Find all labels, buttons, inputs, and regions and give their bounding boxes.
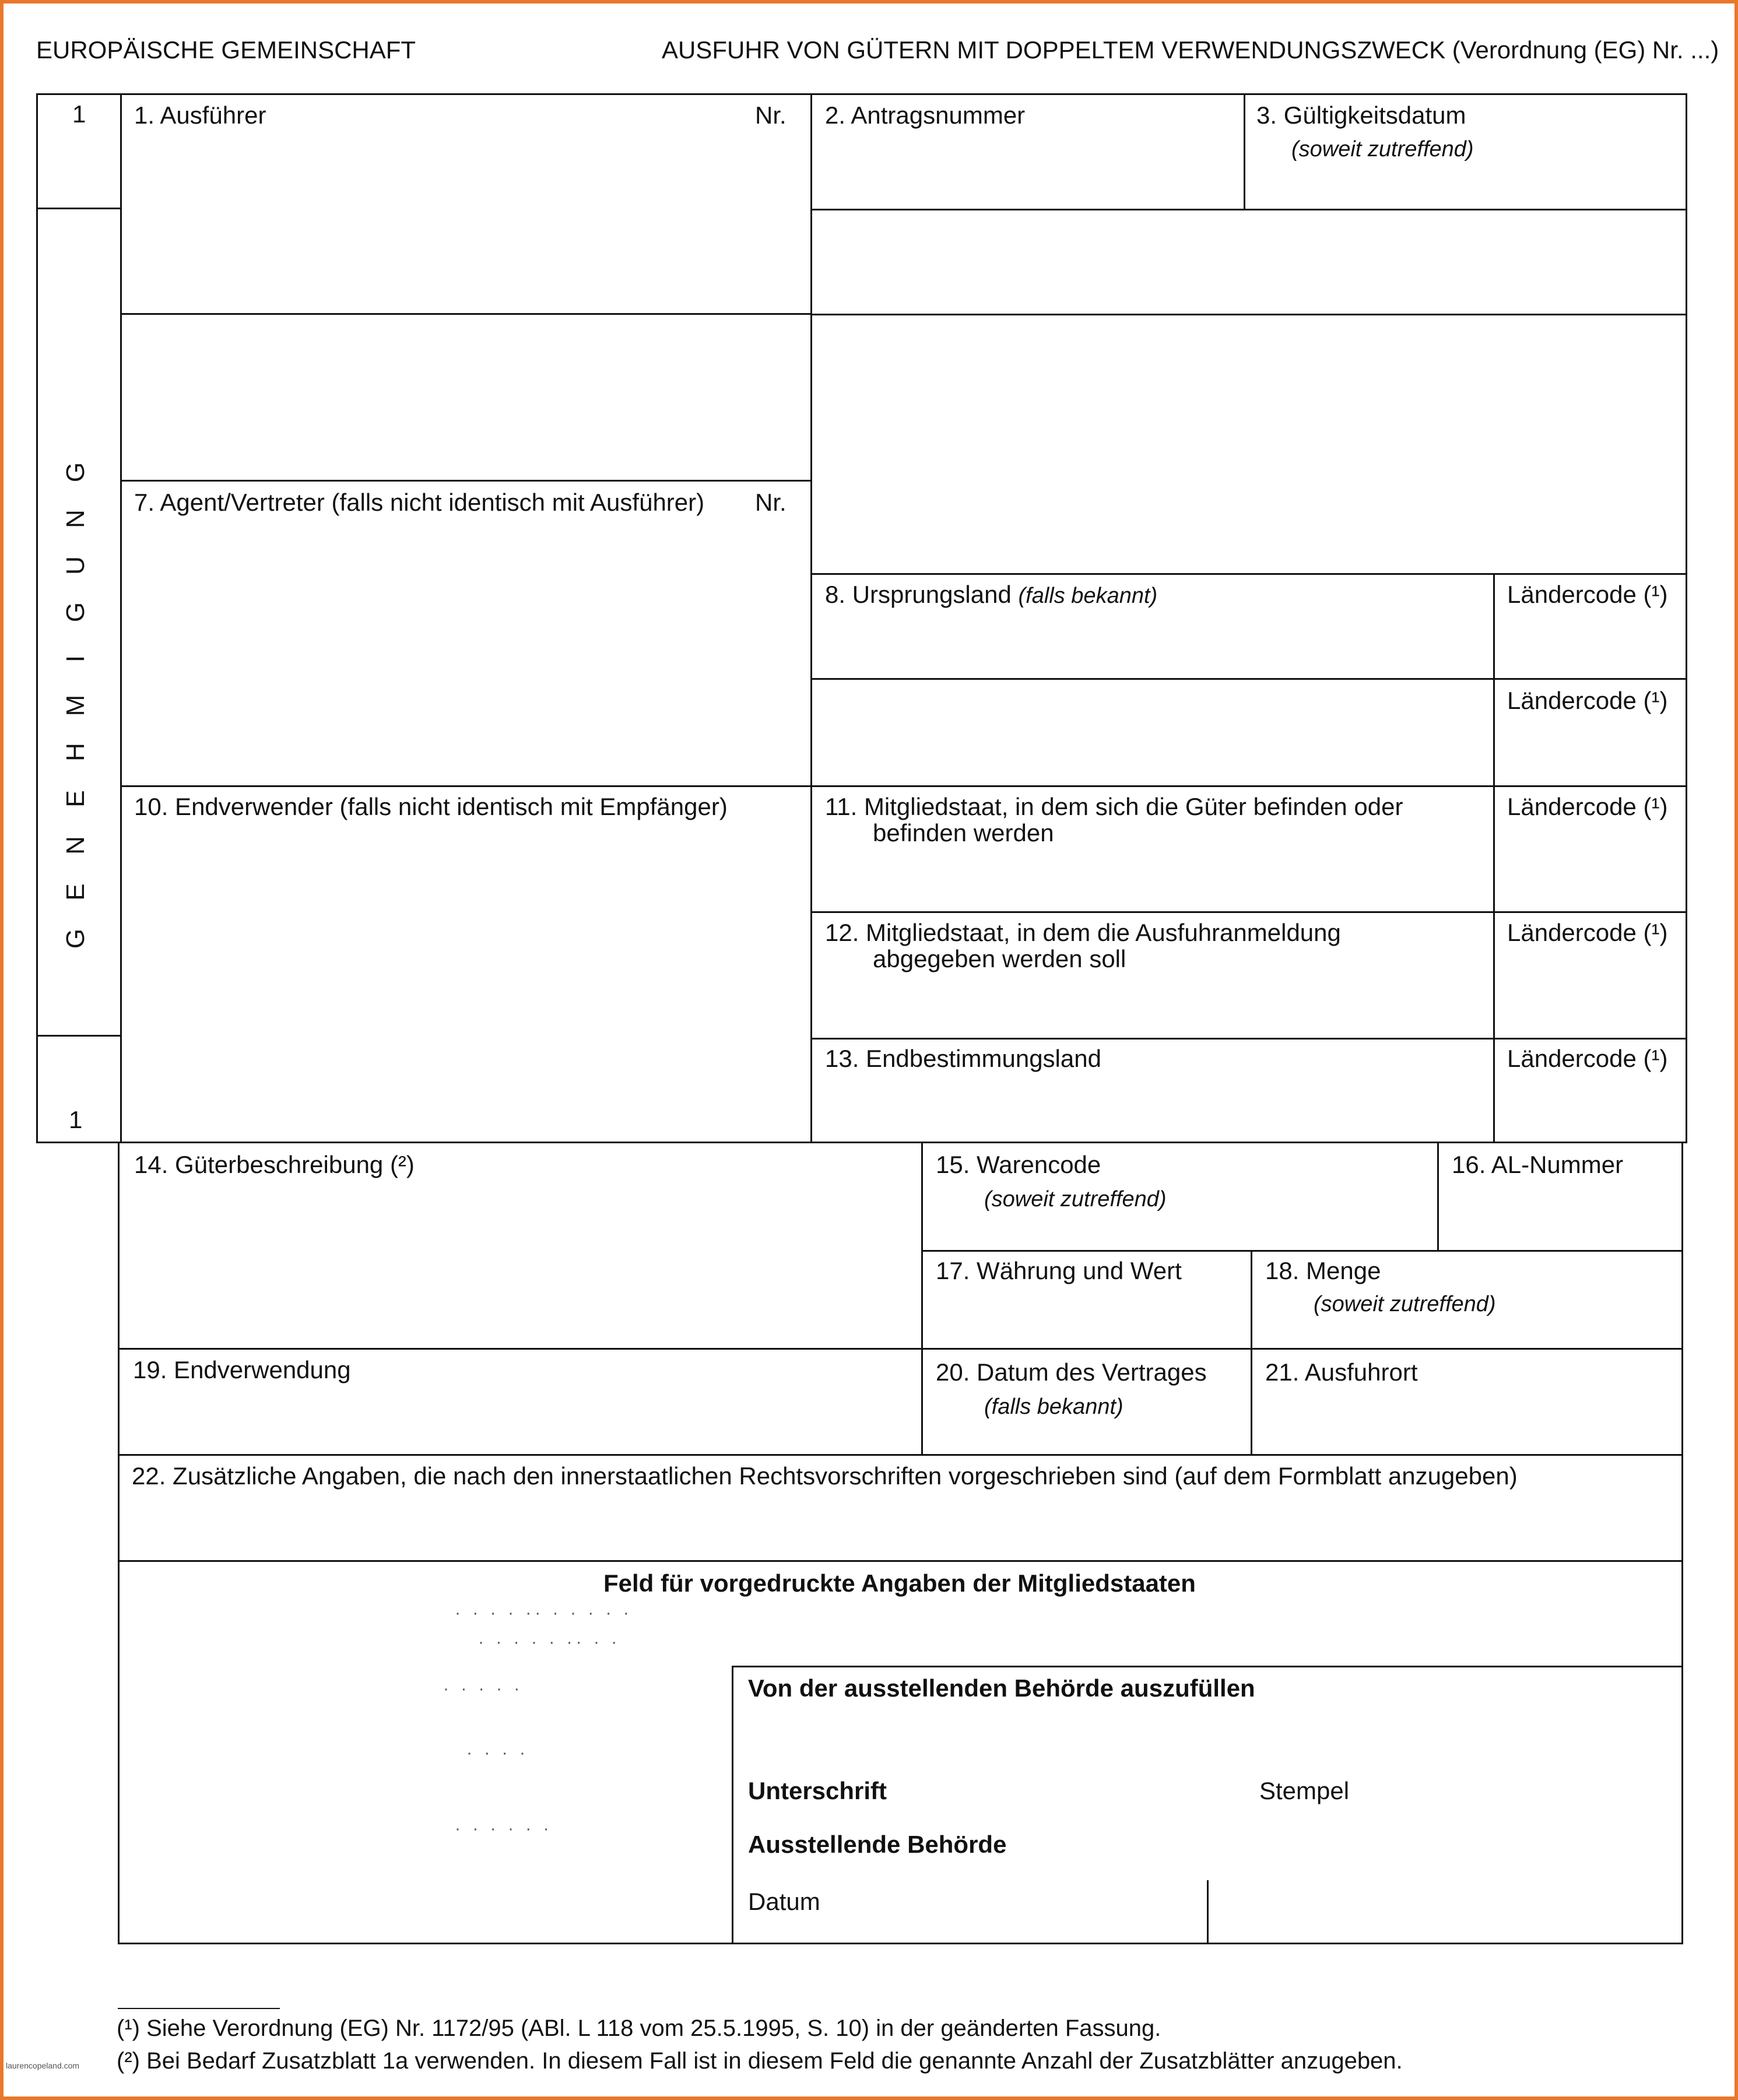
scan-noise: · · · · [466, 1743, 529, 1762]
field-2-label: 2. Antragsnummer [825, 101, 1026, 129]
field-14-label: 14. Güterbeschreibung (²) [134, 1151, 415, 1178]
rule [810, 209, 1687, 210]
rule [1493, 573, 1495, 1143]
field-1-label: 1. Ausführer [134, 101, 266, 129]
field-12-line2: abgegeben werden soll [873, 945, 1126, 972]
laendercode-12: Ländercode (¹) [1507, 919, 1668, 946]
stamp-label: Stempel [1259, 1777, 1350, 1804]
laendercode-9: Ländercode (¹) [1507, 687, 1668, 714]
rule [36, 1142, 1687, 1143]
laendercode-13: Ländercode (¹) [1507, 1045, 1668, 1072]
field-20-note: (falls bekannt) [984, 1395, 1123, 1419]
rule [120, 480, 812, 482]
rule [810, 93, 812, 1143]
field-20-label: 20. Datum des Vertrages [936, 1358, 1207, 1386]
rule [810, 314, 1687, 315]
issuing-authority-label: Ausstellende Behörde [748, 1831, 1007, 1858]
scan-noise: · · · · · ·· · · [478, 1632, 621, 1652]
field-15-note: (soweit zutreffend) [984, 1187, 1167, 1211]
rule [810, 678, 1687, 680]
rule [732, 1666, 733, 1944]
rule [120, 313, 812, 315]
rule [36, 1035, 121, 1037]
field-12-line1: 12. Mitgliedstaat, in dem die Ausfuhranmeldung [825, 919, 1341, 946]
vertical-letter: H [61, 743, 90, 761]
field-8-note: (falls bekannt) [1018, 584, 1158, 608]
rule [118, 1560, 1683, 1562]
laendercode-11: Ländercode (¹) [1507, 793, 1668, 820]
rule [1244, 93, 1245, 210]
footnote-2: (²) Bei Bedarf Zusatzblatt 1a verwenden. In diesem Fall ist in diesem Feld die genannte Anzahl der Zusatzblätter anzugeben. [117, 2048, 1403, 2074]
field-1-nr: Nr. [755, 101, 787, 129]
watermark: laurencopeland.com [6, 2061, 80, 2070]
field-7-nr: Nr. [755, 489, 787, 516]
vertical-letter: M [61, 694, 90, 717]
scan-noise: · · · · · · [455, 1819, 553, 1838]
rule [1251, 1250, 1252, 1455]
laendercode-8: Ländercode (¹) [1507, 581, 1668, 608]
field-18-label: 18. Menge [1265, 1257, 1381, 1284]
rule [921, 1250, 1683, 1252]
field-18-note: (soweit zutreffend) [1314, 1292, 1496, 1316]
footnote-rule [118, 2008, 280, 2009]
field-17-label: 17. Währung und Wert [936, 1257, 1182, 1284]
rule [1686, 93, 1687, 1143]
rule [120, 785, 812, 787]
member-states-field-label: Feld für vorgedruckte Angaben der Mitgliedstaaten [603, 1569, 1196, 1597]
rule [118, 1142, 120, 1944]
rule [810, 573, 1687, 575]
vertical-letter: E [61, 883, 90, 901]
rule [120, 93, 122, 1143]
header-left: EUROPÄISCHE GEMEINSCHAFT [36, 36, 416, 64]
authority-box-title: Von der ausstellenden Behörde auszufüllen [748, 1674, 1255, 1702]
field-13-label: 13. Endbestimmungsland [825, 1045, 1101, 1072]
field-3-note: (soweit zutreffend) [1291, 137, 1474, 161]
vertical-letter: U [61, 556, 90, 575]
rule [118, 1454, 1683, 1456]
rule [810, 911, 1687, 913]
field-19-label: 19. Endverwendung [133, 1356, 351, 1383]
rule [810, 785, 1687, 787]
rule [36, 93, 38, 1143]
rule [1681, 1142, 1683, 1944]
rule [732, 1666, 1683, 1667]
field-3-label: 3. Gültigkeitsdatum [1256, 101, 1466, 129]
rule [1437, 1142, 1439, 1251]
rule [36, 93, 1687, 95]
vertical-letter: N [61, 510, 90, 528]
field-8-label: 8. Ursprungsland (falls bekannt) [825, 581, 1158, 608]
vertical-label-genehmigung [61, 449, 90, 962]
field-21-label: 21. Ausfuhrort [1265, 1358, 1418, 1386]
vertical-letter: I [61, 655, 90, 663]
scan-noise: · · · · ·· · · · · · [455, 1603, 633, 1623]
vertical-letter: E [61, 790, 90, 807]
side-bottom-number: 1 [69, 1106, 83, 1133]
signature-label: Unterschrift [748, 1777, 887, 1804]
vertical-letter: G [61, 928, 90, 949]
field-16-label: 16. AL-Nummer [1452, 1151, 1624, 1178]
date-label: Datum [748, 1888, 820, 1915]
vertical-letter: G [61, 602, 90, 623]
side-top-number: 1 [72, 100, 86, 128]
field-11-line1: 11. Mitgliedstaat, in dem sich die Güter befinden oder [825, 793, 1403, 820]
rule [810, 1038, 1687, 1040]
rule [36, 208, 121, 209]
field-10-label: 10. Endverwender (falls nicht identisch mit Empfänger) [134, 793, 728, 820]
header-right: AUSFUHR VON GÜTERN MIT DOPPELTEM VERWENDUNGSZWECK (Verordnung (EG) Nr. ...) [662, 36, 1719, 64]
rule [118, 1348, 1683, 1350]
rule [118, 1943, 1683, 1944]
field-22-label: 22. Zusätzliche Angaben, die nach den innerstaatlichen Rechtsvorschriften vorgeschrieben sind (auf dem Formblatt anzugeben) [132, 1462, 1518, 1490]
footnote-1: (¹) Siehe Verordnung (EG) Nr. 1172/95 (ABl. L 118 vom 25.5.1995, S. 10) in der geänderten Fassung. [117, 2015, 1161, 2041]
field-15-label: 15. Warencode [936, 1151, 1101, 1178]
rule [1207, 1880, 1209, 1943]
vertical-letter: N [61, 836, 90, 855]
field-7-label: 7. Agent/Vertreter (falls nicht identisch mit Ausführer) [134, 489, 705, 516]
scan-noise: · · · · · [443, 1679, 524, 1698]
vertical-letter: G [61, 462, 90, 483]
field-11-line2: befinden werden [873, 819, 1054, 847]
rule [921, 1142, 923, 1455]
